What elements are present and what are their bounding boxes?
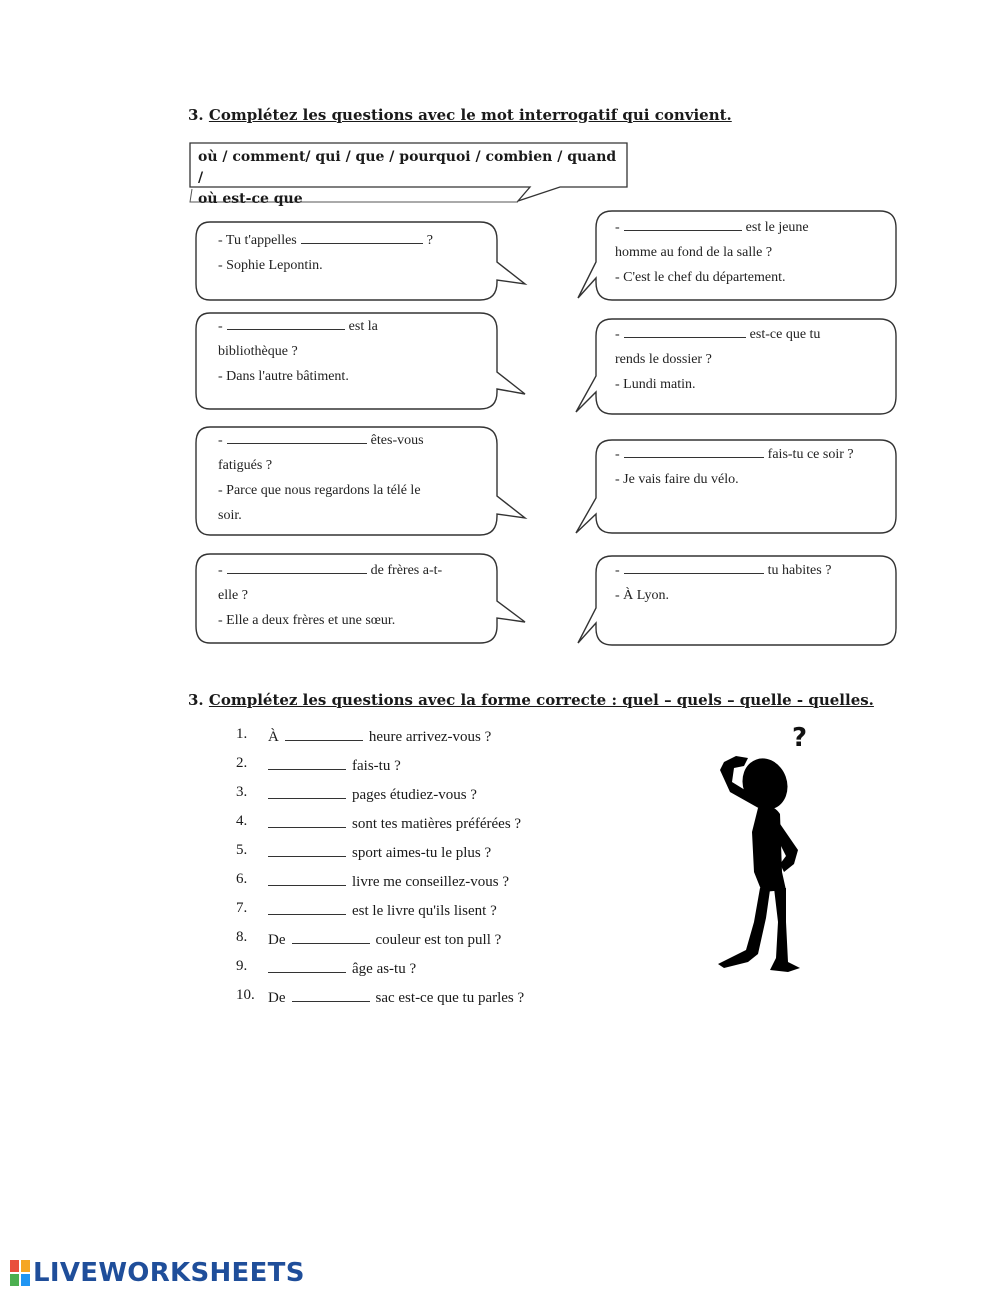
bubble-2-reply: - C'est le chef du département. bbox=[615, 270, 786, 285]
bubble-5-dash: - bbox=[218, 433, 223, 448]
bubble-4-dash: - bbox=[615, 327, 620, 342]
question-prefix: De bbox=[268, 932, 286, 948]
bubble-4 bbox=[615, 322, 820, 397]
section-2-instruction: Complétez les questions avec la forme correcte : quel – quels – quelle - quelles. bbox=[208, 691, 874, 709]
question-number: 9. bbox=[236, 958, 248, 974]
question-answer-blank[interactable] bbox=[268, 813, 346, 828]
word-bank-line-1: où / comment/ qui / que / pourquoi / combien / quand / bbox=[198, 149, 617, 186]
bubble-5 bbox=[218, 428, 424, 528]
section-1-instruction: Complétez les questions avec le mot interrogatif qui convient. bbox=[208, 106, 732, 124]
question-mark-icon: ? bbox=[792, 723, 808, 753]
question-text: sport aimes-tu le plus ? bbox=[352, 845, 492, 861]
bubble-2-line-2: homme au fond de la salle ? bbox=[615, 245, 773, 260]
bubble-7-answer-blank[interactable] bbox=[227, 559, 367, 574]
question-prefix: De bbox=[268, 990, 286, 1006]
bubble-3-line-2: bibliothèque ? bbox=[218, 344, 298, 359]
question-number: 2. bbox=[236, 755, 248, 771]
question-text: couleur est ton pull ? bbox=[375, 932, 502, 948]
question-number: 5. bbox=[236, 842, 248, 858]
bubble-7-line-2: elle ? bbox=[218, 588, 248, 603]
bubble-4-text: est-ce que tu bbox=[749, 327, 821, 342]
question-number: 7. bbox=[236, 900, 248, 916]
bubble-3 bbox=[218, 314, 378, 389]
bubble-8-reply: - À Lyon. bbox=[615, 588, 670, 603]
question-number: 4. bbox=[236, 813, 248, 829]
bubble-2-text: est le jeune bbox=[745, 220, 809, 235]
bubble-4-reply: - Lundi matin. bbox=[615, 377, 696, 392]
question-text: sont tes matières préférées ? bbox=[352, 816, 522, 832]
bubble-7-dash: - bbox=[218, 563, 223, 578]
question-text: heure arrivez-vous ? bbox=[368, 729, 492, 745]
bubble-7-reply: - Elle a deux frères et une sœur. bbox=[218, 613, 396, 628]
bubble-8-text: tu habites ? bbox=[767, 563, 832, 578]
bubble-2-answer-blank[interactable] bbox=[624, 216, 742, 231]
question-text: sac est-ce que tu parles ? bbox=[375, 990, 525, 1006]
logo-mark-icon bbox=[10, 1260, 30, 1286]
bubble-6 bbox=[615, 442, 854, 492]
bubble-3-reply: - Dans l'autre bâtiment. bbox=[218, 369, 349, 384]
bubble-6-reply: - Je vais faire du vélo. bbox=[615, 472, 739, 487]
bubble-3-text: est la bbox=[348, 319, 378, 334]
section-2-heading bbox=[188, 691, 874, 709]
bubble-1-reply: - Sophie Lepontin. bbox=[218, 258, 323, 273]
bubble-2-dash: - bbox=[615, 220, 620, 235]
word-bank-line-2: où est-ce que bbox=[198, 191, 303, 207]
question-answer-blank[interactable] bbox=[292, 987, 370, 1002]
question-answer-blank[interactable] bbox=[268, 784, 346, 799]
bubble-4-line-2: rends le dossier ? bbox=[615, 352, 712, 367]
question-number: 6. bbox=[236, 871, 248, 887]
section-2-number: 3. bbox=[188, 691, 204, 709]
bubble-7 bbox=[218, 558, 442, 633]
bubble-4-answer-blank[interactable] bbox=[624, 323, 746, 338]
section-1-number: 3. bbox=[188, 106, 204, 124]
question-text: fais-tu ? bbox=[352, 758, 401, 774]
bubble-5-answer-blank[interactable] bbox=[227, 429, 367, 444]
bubble-5-reply: - Parce que nous regardons la télé le bbox=[218, 483, 421, 498]
bubble-1-text: - Tu t'appelles bbox=[218, 233, 297, 248]
bubble-1-text-end: ? bbox=[426, 233, 433, 248]
bubble-6-text: fais-tu ce soir ? bbox=[767, 447, 854, 462]
question-answer-blank[interactable] bbox=[292, 929, 370, 944]
thinking-person-figure bbox=[700, 722, 830, 982]
question-number: 3. bbox=[236, 784, 248, 800]
word-bank bbox=[198, 147, 618, 210]
bubble-5-line-2: fatigués ? bbox=[218, 458, 273, 473]
question-answer-blank[interactable] bbox=[268, 842, 346, 857]
bubble-1-answer-blank[interactable] bbox=[301, 229, 423, 244]
bubble-8-answer-blank[interactable] bbox=[624, 559, 764, 574]
bubble-7-text: de frères a-t- bbox=[370, 563, 443, 578]
question-answer-blank[interactable] bbox=[268, 755, 346, 770]
question-answer-blank[interactable] bbox=[268, 900, 346, 915]
question-text: âge as-tu ? bbox=[352, 961, 417, 977]
bubble-2 bbox=[615, 215, 809, 290]
bubble-6-dash: - bbox=[615, 447, 620, 462]
bubble-3-answer-blank[interactable] bbox=[227, 315, 345, 330]
liveworksheets-logo bbox=[10, 1258, 305, 1288]
question-answer-blank[interactable] bbox=[285, 726, 363, 741]
bubble-3-dash: - bbox=[218, 319, 223, 334]
question-text: est le livre qu'ils lisent ? bbox=[352, 903, 497, 919]
question-number: 1. bbox=[236, 726, 248, 742]
question-number: 8. bbox=[236, 929, 248, 945]
bubble-8 bbox=[615, 558, 831, 608]
question-prefix: À bbox=[268, 729, 279, 745]
bubble-8-dash: - bbox=[615, 563, 620, 578]
question-number: 10. bbox=[236, 987, 255, 1003]
question-answer-blank[interactable] bbox=[268, 871, 346, 886]
question-text: pages étudiez-vous ? bbox=[352, 787, 477, 803]
bubble-5-text: êtes-vous bbox=[370, 433, 424, 448]
logo-text: LIVEWORKSHEETS bbox=[33, 1258, 305, 1288]
bubble-1 bbox=[218, 228, 433, 278]
bubble-6-answer-blank[interactable] bbox=[624, 443, 764, 458]
question-answer-blank[interactable] bbox=[268, 958, 346, 973]
bubble-5-reply-end: soir. bbox=[218, 508, 242, 523]
question-text: livre me conseillez-vous ? bbox=[352, 874, 510, 890]
